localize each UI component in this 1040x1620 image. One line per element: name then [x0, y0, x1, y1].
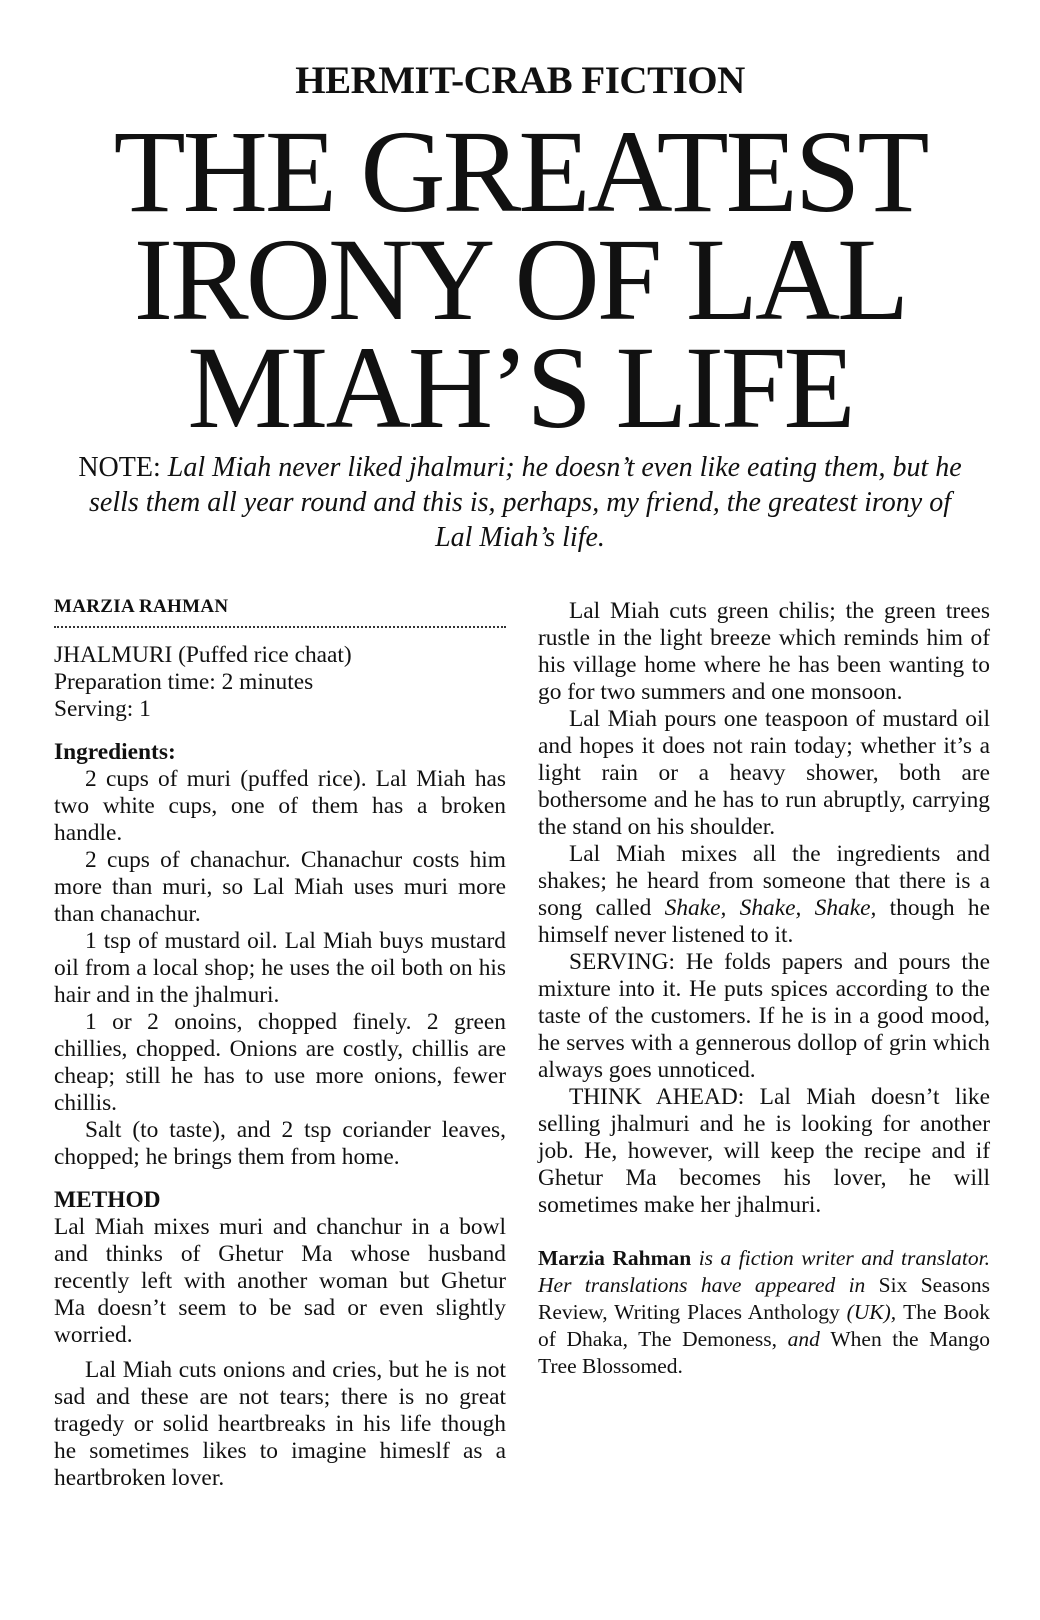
bio-text: is a fiction writer and translator. Her translations have appeared in	[538, 1246, 991, 1297]
ingredient-item: 1 tsp of mustard oil. Lal Miah buys mustard oil from a local shop; he uses the oil both on his hair and in the jhalmuri.	[54, 928, 506, 1008]
column-right	[538, 598, 990, 1380]
section-kicker: HERMIT-CRAB FICTION	[295, 59, 745, 102]
think-ahead-paragraph: THINK AHEAD: Lal Miah doesn’t like selling jhalmuri and he is looking for another job. He, however, will keep the recipe and if Ghetur Ma becomes his lover, he will sometimes make her jhalmuri.	[538, 1084, 990, 1218]
note-text: Lal Miah never liked jhalmuri; he doesn’t even like eating them, but he sells them all year round and this is, perhaps, my friend, the greatest irony of Lal Miah’s life.	[89, 452, 962, 553]
recipe-prep-time: Preparation time: 2 minutes	[54, 669, 314, 695]
song-title: Shake, Shake, Shake,	[664, 895, 877, 921]
headline: THE GREATEST IRONY OF LAL MIAH’S LIFE	[113, 106, 927, 453]
shake-text-before: Lal Miah mixes all the ingredients and shakes; he heard from someone that there is a song called	[538, 841, 990, 921]
method-paragraph: Lal Miah cuts onions and cries, but he is not sad and these are not tears; there is no great tragedy or solid heartbreaks in his life though he sometimes likes to imagine himeslf as a heartbroken lover.	[54, 1357, 506, 1491]
ingredient-item: Salt (to taste), and 2 tsp coriander leaves, chopped; he brings them from home.	[54, 1117, 506, 1170]
method-paragraph: Lal Miah cuts green chilis; the green trees rustle in the light breeze which reminds him of his village home where he has been wanting to go for two summers and one monsoon.	[538, 598, 990, 705]
serving-paragraph: SERVING: He folds papers and pours the mixture into it. He puts spices according to the taste of the customers. If he is in a good mood, he serves with a gennerous dollop of grin which always goes unnoticed.	[538, 949, 990, 1083]
recipe-name: JHALMURI (Puffed rice chaat)	[54, 642, 352, 668]
bio-publication: Six Seasons Review, Writing Places Anthology	[538, 1273, 990, 1324]
column-left	[54, 596, 506, 1492]
method-heading: METHOD	[54, 1187, 161, 1213]
author-bio	[538, 1245, 990, 1380]
bio-publication: The Book of Dhaka, The Demoness,	[538, 1300, 990, 1351]
shake-text-after: though he himself never listened to it.	[538, 895, 990, 948]
standfirst-note	[70, 450, 970, 555]
ingredient-item: 1 or 2 onoins, chopped finely. 2 green chillies, chopped. Onions are costly, chillis are cheap; still he has to use more onions, fewer chillis.	[54, 1009, 506, 1116]
method-paragraph: Lal Miah mixes muri and chanchur in a bowl and thinks of Ghetur Ma whose husband recently left with another woman but Ghetur Ma doesn’t seem to be sad or even slightly worried.	[54, 1214, 506, 1348]
method-paragraph: Lal Miah pours one teaspoon of mustard oil and hopes it does not rain today; whether it’s a light rain or a heavy shower, both are bothersome and he has to run abruptly, carrying the stand on his shoulder.	[538, 706, 990, 840]
bio-publication: When the Mango Tree Blossomed.	[538, 1327, 991, 1378]
recipe-serving: Serving: 1	[54, 696, 151, 722]
ingredient-item: 2 cups of muri (puffed rice). Lal Miah has two white cups, one of them has a broken handle.	[54, 766, 506, 846]
recipe-info	[54, 642, 506, 723]
note-lead: NOTE:	[78, 452, 161, 483]
method-paragraph-shake	[538, 841, 990, 949]
bio-author-name: Marzia Rahman	[538, 1246, 692, 1270]
bio-text: and	[777, 1327, 831, 1351]
ingredients-heading: Ingredients:	[54, 739, 176, 765]
ingredient-item: 2 cups of chanachur. Chanachur costs him more than muri, so Lal Miah uses muri more than chanachur.	[54, 847, 506, 927]
bio-text: (UK),	[839, 1300, 904, 1324]
byline: MARZIA RAHMAN	[54, 596, 229, 617]
byline-divider	[54, 626, 506, 628]
